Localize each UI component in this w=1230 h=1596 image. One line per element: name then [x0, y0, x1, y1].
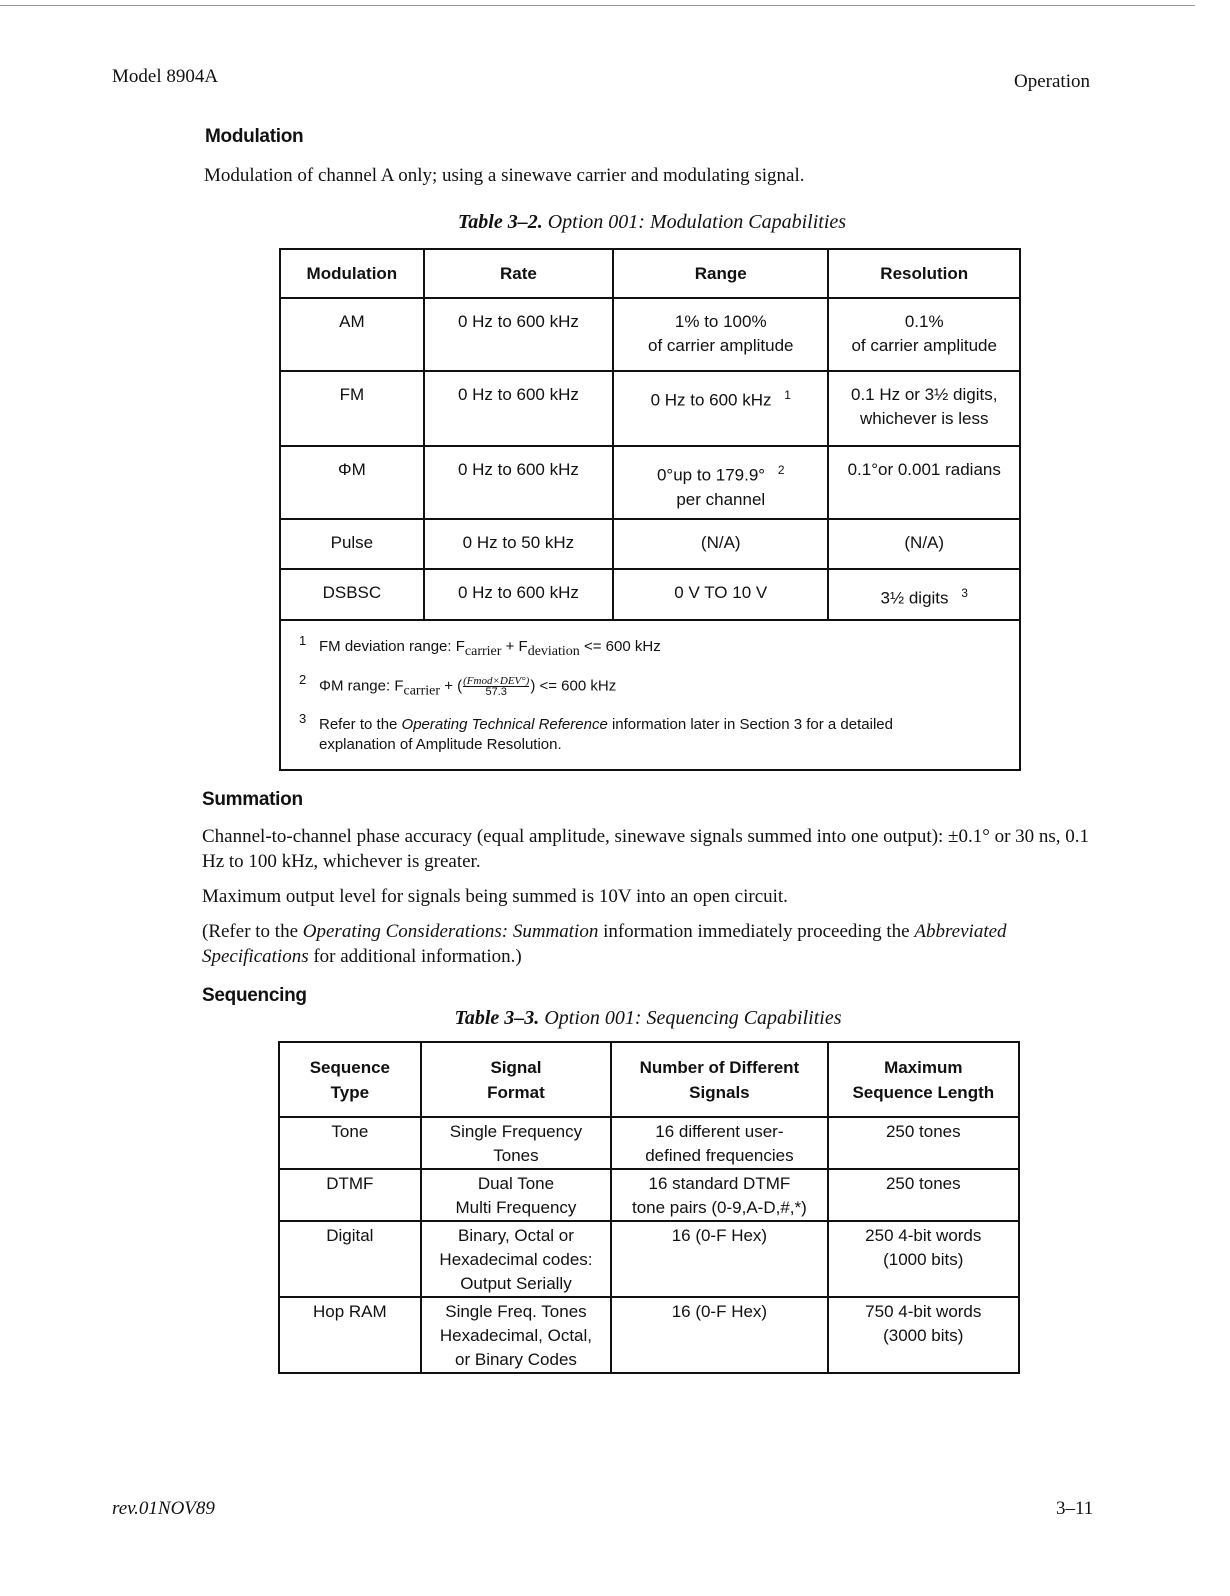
- footnote-text: FM deviation range: F: [319, 638, 465, 655]
- reference-emphasis: Abbreviated Specifications: [202, 921, 1007, 967]
- modulation-table: [279, 248, 1021, 771]
- subscript: carrier: [403, 683, 441, 699]
- mod-resolution: 0.1%: [904, 312, 944, 331]
- footnote-number: 3: [299, 711, 307, 727]
- subscript: carrier: [464, 644, 502, 659]
- reference-text: for additional information.): [308, 946, 522, 967]
- footnote-ref: 2: [777, 463, 785, 477]
- footnote-text: Refer to the: [319, 716, 402, 734]
- footnotes: [280, 620, 1020, 770]
- modulation-intro: Modulation of channel A only; using a sinewave carrier and modulating signal.: [204, 165, 805, 186]
- table-3-3-caption: [0, 1007, 1230, 1030]
- seq-format: Binary, Octal or: [458, 1226, 574, 1245]
- fraction-numerator: (Fmod×DEV°): [463, 675, 530, 687]
- table-3-2-caption: [2, 211, 1230, 234]
- mod-type: AM: [339, 312, 365, 331]
- mod-resolution: 0.1°or 0.001 radians: [847, 460, 1001, 479]
- footnote-text: ΦM range: F: [319, 677, 404, 695]
- fraction-denominator: 57.3: [485, 686, 507, 698]
- table-row: [279, 1221, 1019, 1297]
- mod-resolution: 3½ digits: [880, 588, 949, 608]
- footer-page-number: 3–11: [1056, 1498, 1094, 1519]
- seq-format: Tones: [493, 1146, 539, 1165]
- mod-type: DSBSC: [322, 583, 382, 602]
- seq-length: (3000 bits): [883, 1326, 964, 1345]
- mod-range-detail: per channel: [676, 489, 766, 509]
- top-rule: [0, 5, 1195, 6]
- seq-length: 250 4-bit words: [865, 1226, 982, 1245]
- sequencing-heading: Sequencing: [202, 985, 307, 1006]
- mod-resolution-detail: of carrier amplitude: [851, 336, 997, 355]
- summation-reference: [202, 919, 1107, 969]
- subscript: deviation: [527, 644, 580, 659]
- mod-resolution-detail: whichever is less: [859, 409, 989, 428]
- footer-revision: rev.01NOV89: [112, 1498, 215, 1519]
- mod-resolution: (N/A): [904, 533, 945, 552]
- col-header-range: Range: [613, 249, 828, 298]
- footnote-ref: 3: [961, 586, 968, 600]
- summation-max-level: Maximum output level for signals being summed is 10V into an open circuit.: [202, 886, 788, 907]
- mod-range-detail: of carrier amplitude: [648, 336, 794, 355]
- mod-range: 0 V TO 10 V: [674, 583, 768, 602]
- table-row: [279, 1297, 1019, 1373]
- footnote-1: [299, 633, 1019, 662]
- header-line: Signals: [689, 1082, 750, 1102]
- header-line: Type: [330, 1082, 370, 1102]
- summation-heading: Summation: [202, 789, 303, 810]
- footnote-text: information later in Section 3 for a detailed explanation of Amplitude Resolution.: [319, 716, 893, 754]
- seq-length: 250 tones: [885, 1122, 961, 1141]
- header-line: Maximum: [884, 1057, 963, 1077]
- seq-number: defined frequencies: [645, 1146, 794, 1165]
- header-line: Sequence: [309, 1057, 390, 1077]
- seq-length: 250 tones: [885, 1174, 961, 1193]
- mod-range: 0 Hz to 600 kHz: [650, 390, 772, 410]
- seq-format: Multi Frequency: [455, 1198, 577, 1217]
- table-row: [280, 446, 1020, 519]
- header-section: Operation: [1014, 71, 1090, 92]
- mod-resolution: 0.1 Hz or 3½ digits,: [850, 385, 998, 404]
- footnote-emphasis: Operating Technical Reference: [401, 716, 608, 734]
- seq-format: Single Freq. Tones: [445, 1302, 587, 1321]
- table-3-3-label: Table 3–3.: [454, 1007, 540, 1029]
- seq-number: tone pairs (0-9,A-D,#,*): [632, 1198, 807, 1217]
- col-header-number-of-signals: [611, 1042, 827, 1117]
- table-row: [280, 569, 1020, 620]
- col-header-signal-format: [421, 1042, 612, 1117]
- reference-emphasis: Operating Considerations: Summation: [302, 921, 599, 942]
- seq-type: DTMF: [326, 1174, 374, 1193]
- mod-rate: 0 Hz to 600 kHz: [457, 312, 579, 331]
- table-3-2-label: Table 3–2.: [457, 211, 543, 233]
- mod-range: (N/A): [700, 533, 741, 552]
- col-header-max-length: [828, 1042, 1019, 1117]
- header-line: Sequence Length: [852, 1082, 995, 1102]
- footnote-text: + F: [501, 638, 528, 655]
- mod-type: Pulse: [330, 533, 374, 552]
- mod-rate: 0 Hz to 600 kHz: [457, 583, 579, 602]
- seq-number: 16 (0-F Hex): [671, 1302, 768, 1321]
- mod-range: 0°up to 179.9°: [656, 465, 766, 485]
- mod-rate: 0 Hz to 600 kHz: [457, 460, 579, 479]
- footnote-text: <= 600 kHz: [539, 677, 617, 695]
- seq-length: 750 4-bit words: [865, 1302, 982, 1321]
- seq-format: Hexadecimal codes:: [439, 1250, 593, 1269]
- mod-type: ΦM: [338, 460, 366, 479]
- header-model: Model 8904A: [112, 66, 219, 87]
- table-row: [280, 371, 1020, 446]
- table-row: [280, 298, 1020, 371]
- col-header-rate: Rate: [424, 249, 613, 298]
- table-row: [279, 1117, 1019, 1169]
- table-3-2-title: Option 001: Modulation Capabilities: [547, 211, 847, 233]
- header-line: Signal: [490, 1057, 542, 1077]
- footnote-number: 1: [299, 633, 307, 648]
- sequencing-table: [278, 1041, 1020, 1374]
- footnote-3: [299, 711, 959, 755]
- seq-number: 16 standard DTMF: [648, 1174, 791, 1193]
- seq-type: Digital: [326, 1226, 374, 1245]
- col-header-resolution: Resolution: [828, 249, 1020, 298]
- seq-format: Output Serially: [460, 1274, 572, 1293]
- header-line: Number of Different: [639, 1057, 800, 1077]
- seq-number: 16 (0-F Hex): [671, 1226, 768, 1245]
- footnote-2: 2 ΦM range: Fcarrier + ( $\frac{\text{(Fmod×DEV°)}}{57.3}$ ) <= 600 kHz: [299, 672, 617, 699]
- seq-format: Hexadecimal, Octal,: [439, 1326, 593, 1345]
- seq-format: or Binary Codes: [455, 1350, 577, 1369]
- seq-type: Hop RAM: [313, 1302, 387, 1321]
- table-row: [280, 519, 1020, 569]
- col-header-sequence-type: [279, 1042, 421, 1117]
- mod-rate: 0 Hz to 50 kHz: [462, 533, 575, 552]
- seq-length: (1000 bits): [883, 1250, 964, 1269]
- table-row: [279, 1169, 1019, 1221]
- seq-format: Dual Tone: [477, 1174, 555, 1193]
- mod-rate: 0 Hz to 600 kHz: [457, 385, 579, 404]
- footnote-number: 2: [299, 672, 307, 687]
- table-3-3-title: Option 001: Sequencing Capabilities: [544, 1007, 842, 1029]
- reference-text: (Refer to the: [202, 921, 303, 942]
- summation-accuracy: Channel-to-channel phase accuracy (equal amplitude, sinewave signals summed into one output): ±0.1° or 30 ns, 0.1 Hz to 100 kHz, whichever is greater.: [202, 826, 1090, 872]
- header-line: Format: [487, 1082, 545, 1102]
- mod-type: FM: [339, 385, 365, 404]
- footnote-text: <= 600 kHz: [579, 638, 661, 655]
- seq-number: 16 different user-: [655, 1122, 784, 1141]
- footnote-ref: 1: [784, 388, 791, 402]
- col-header-modulation: Modulation: [280, 249, 424, 298]
- fraction: [463, 676, 529, 697]
- mod-range: 1% to 100%: [674, 312, 767, 331]
- seq-format: Single Frequency: [449, 1122, 583, 1141]
- reference-text: information immediately proceeding the: [598, 921, 915, 942]
- seq-type: Tone: [331, 1122, 369, 1141]
- modulation-heading: Modulation: [205, 126, 304, 147]
